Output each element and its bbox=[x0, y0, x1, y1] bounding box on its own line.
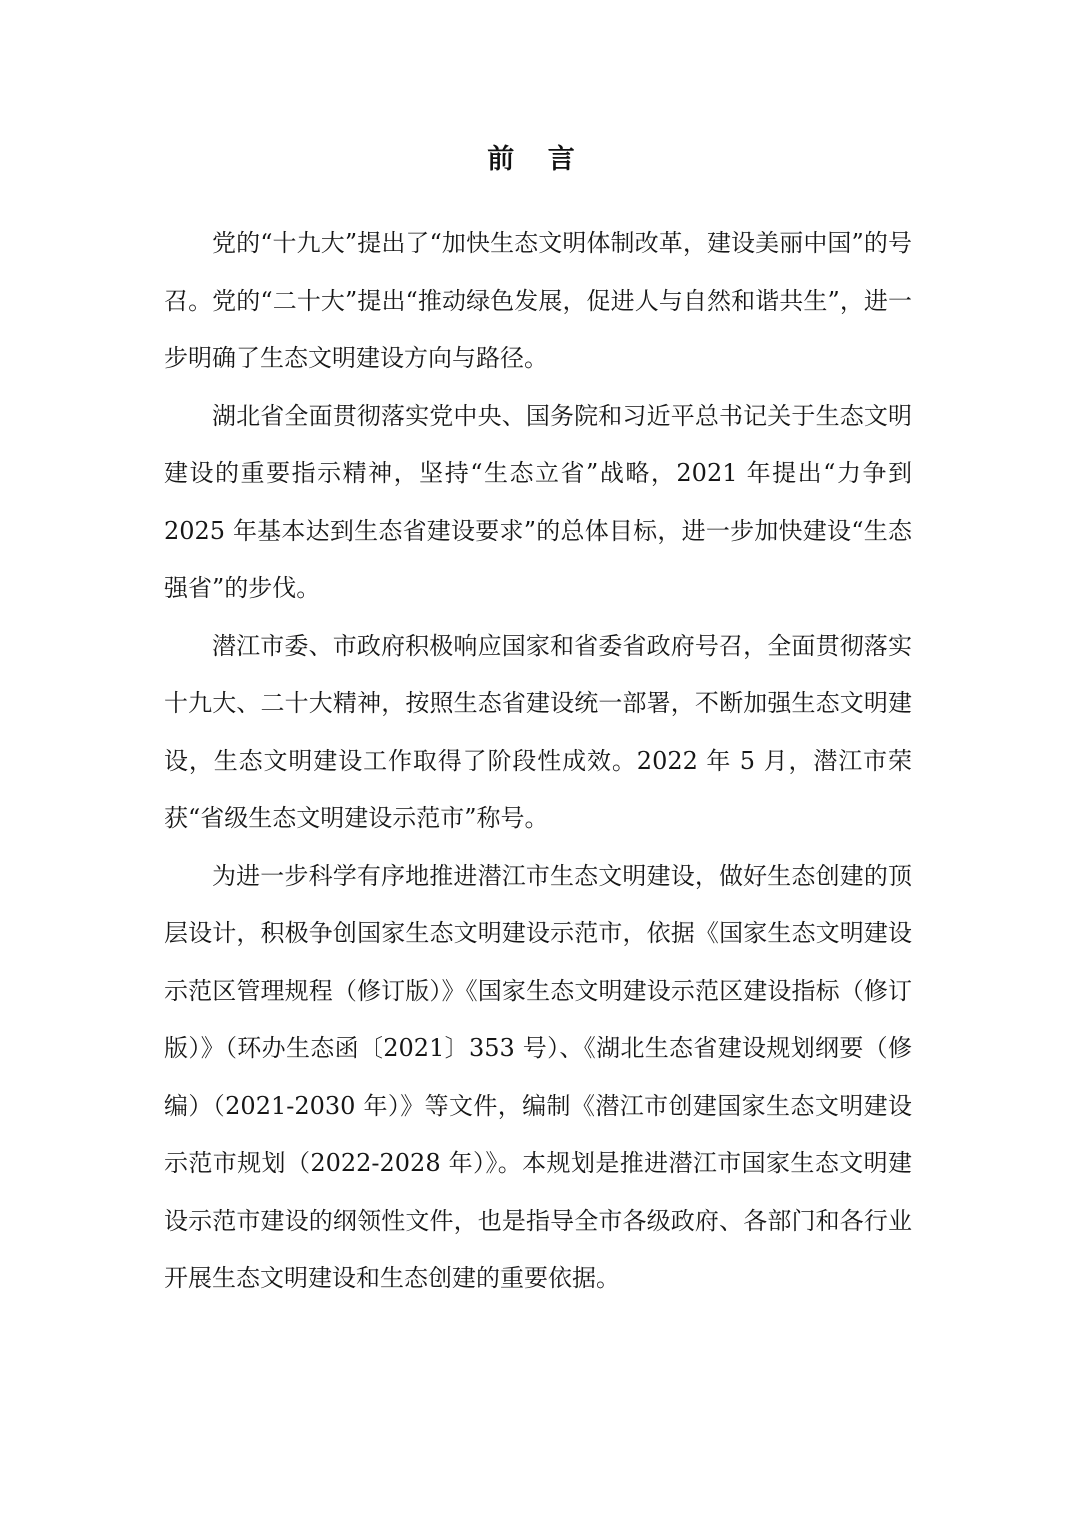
paragraph-4: 为进一步科学有序地推进潜江市生态文明建设，做好生态创建的顶层设计，积极争创国家生态文明建设示范市，依据《国家生态文明建设示范区管理规程（修订版）》《国家生态文明建设示范区建设指标（修订版）》（环办生态函〔2021〕353 号）、《湖北生态省建设规划纲要（修编）（2021-2030 年）》等文件，编制《潜江市创建国家生态文明建设示范市规划（2022-2028 年）》。本规划是推进潜江市国家生态文明建设示范市建设的纲领性文件，也是指导全市各级政府、各部门和各行业开展生态文明建设和生态创建的重要依据。 bbox=[164, 861, 912, 1292]
paragraph-3: 潜江市委、市政府积极响应国家和省委省政府号召，全面贯彻落实十九大、二十大精神，按照生态省建设统一部署，不断加强生态文明建设，生态文明建设工作取得了阶段性成效。2022 年 5 月，潜江市荣获“省级生态文明建设示范市”称号。 bbox=[164, 631, 912, 832]
page-title: 前 言 bbox=[487, 144, 587, 175]
paragraph-2: 湖北省全面贯彻落实党中央、国务院和习近平总书记关于生态文明建设的重要指示精神，坚持“生态立省”战略，2021 年提出“力争到 2025 年基本达到生态省建设要求”的总体目标，进一步加快建设“生态强省”的步伐。 bbox=[164, 401, 912, 602]
paragraph-1: 党的“十九大”提出了“加快生态文明体制改革，建设美丽中国”的号召。党的“二十大”提出“推动绿色发展，促进人与自然和谐共生”，进一步明确了生态文明建设方向与路径。 bbox=[164, 229, 912, 372]
document-body bbox=[164, 215, 912, 1308]
